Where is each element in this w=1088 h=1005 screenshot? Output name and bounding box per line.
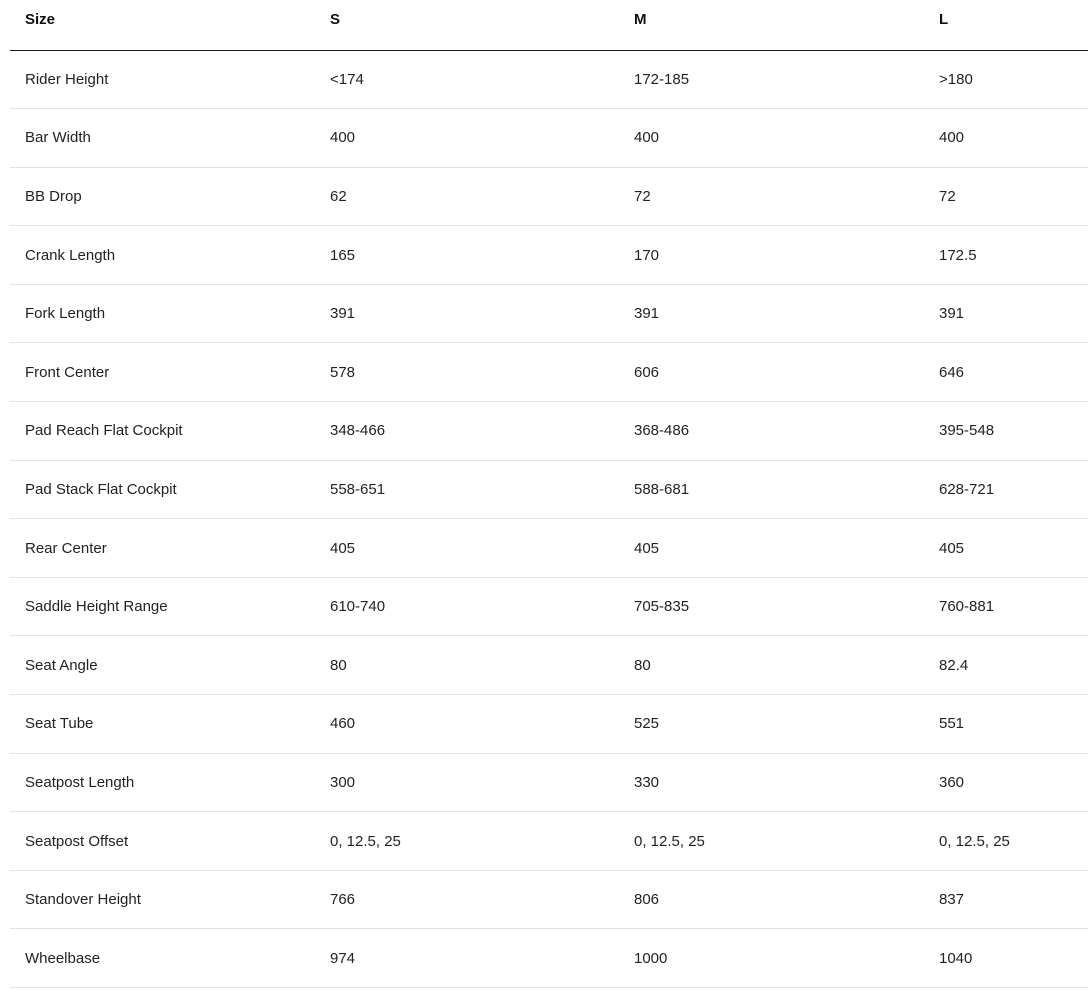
cell-s: 974 — [315, 929, 619, 988]
table-row — [10, 50, 1088, 109]
cell-s: 400 — [315, 109, 619, 168]
geometry-table-container — [10, 0, 1088, 988]
row-label: Standover Height — [10, 870, 315, 929]
row-label: Front Center — [10, 343, 315, 402]
cell-s: 460 — [315, 695, 619, 754]
header-size: Size — [10, 0, 315, 50]
cell-s: 0, 12.5, 25 — [315, 812, 619, 871]
row-label: Rear Center — [10, 519, 315, 578]
row-label: Pad Stack Flat Cockpit — [10, 460, 315, 519]
cell-s: 348-466 — [315, 402, 619, 461]
cell-l: >180 — [924, 50, 1088, 109]
row-label: Fork Length — [10, 284, 315, 343]
table-row — [10, 402, 1088, 461]
table-body — [10, 50, 1088, 988]
cell-m: 0, 12.5, 25 — [619, 812, 924, 871]
cell-m: 391 — [619, 284, 924, 343]
cell-m: 705-835 — [619, 577, 924, 636]
cell-l: 837 — [924, 870, 1088, 929]
header-l: L — [924, 0, 1088, 50]
header-s: S — [315, 0, 619, 50]
table-header — [10, 0, 1088, 50]
cell-l: 391 — [924, 284, 1088, 343]
cell-s: 766 — [315, 870, 619, 929]
row-label: Saddle Height Range — [10, 577, 315, 636]
cell-l: 82.4 — [924, 636, 1088, 695]
row-label: Bar Width — [10, 109, 315, 168]
table-row — [10, 929, 1088, 988]
cell-m: 72 — [619, 167, 924, 226]
row-label: BB Drop — [10, 167, 315, 226]
cell-m: 405 — [619, 519, 924, 578]
cell-l: 1040 — [924, 929, 1088, 988]
cell-l: 760-881 — [924, 577, 1088, 636]
cell-l: 628-721 — [924, 460, 1088, 519]
cell-l: 405 — [924, 519, 1088, 578]
table-row — [10, 636, 1088, 695]
cell-s: <174 — [315, 50, 619, 109]
cell-l: 72 — [924, 167, 1088, 226]
table-row — [10, 577, 1088, 636]
cell-s: 80 — [315, 636, 619, 695]
cell-l: 172.5 — [924, 226, 1088, 285]
table-row — [10, 519, 1088, 578]
row-label: Seat Angle — [10, 636, 315, 695]
cell-m: 806 — [619, 870, 924, 929]
cell-m: 525 — [619, 695, 924, 754]
table-row — [10, 226, 1088, 285]
table-row — [10, 812, 1088, 871]
table-row — [10, 460, 1088, 519]
row-label: Seat Tube — [10, 695, 315, 754]
table-row — [10, 695, 1088, 754]
cell-s: 300 — [315, 753, 619, 812]
cell-l: 646 — [924, 343, 1088, 402]
table-row — [10, 167, 1088, 226]
table-row — [10, 109, 1088, 168]
cell-l: 400 — [924, 109, 1088, 168]
cell-m: 588-681 — [619, 460, 924, 519]
cell-s: 391 — [315, 284, 619, 343]
cell-s: 62 — [315, 167, 619, 226]
table-row — [10, 870, 1088, 929]
cell-m: 80 — [619, 636, 924, 695]
header-m: M — [619, 0, 924, 50]
row-label: Rider Height — [10, 50, 315, 109]
row-label: Crank Length — [10, 226, 315, 285]
cell-m: 606 — [619, 343, 924, 402]
table-row — [10, 284, 1088, 343]
cell-m: 330 — [619, 753, 924, 812]
row-label: Seatpost Length — [10, 753, 315, 812]
row-label: Wheelbase — [10, 929, 315, 988]
cell-l: 360 — [924, 753, 1088, 812]
cell-m: 368-486 — [619, 402, 924, 461]
cell-s: 558-651 — [315, 460, 619, 519]
table-row — [10, 753, 1088, 812]
geometry-table — [10, 0, 1088, 988]
cell-s: 610-740 — [315, 577, 619, 636]
cell-m: 400 — [619, 109, 924, 168]
header-row — [10, 0, 1088, 50]
cell-l: 0, 12.5, 25 — [924, 812, 1088, 871]
cell-s: 578 — [315, 343, 619, 402]
row-label: Seatpost Offset — [10, 812, 315, 871]
cell-m: 170 — [619, 226, 924, 285]
cell-l: 551 — [924, 695, 1088, 754]
cell-s: 165 — [315, 226, 619, 285]
cell-s: 405 — [315, 519, 619, 578]
row-label: Pad Reach Flat Cockpit — [10, 402, 315, 461]
cell-m: 1000 — [619, 929, 924, 988]
cell-m: 172-185 — [619, 50, 924, 109]
table-row — [10, 343, 1088, 402]
cell-l: 395-548 — [924, 402, 1088, 461]
